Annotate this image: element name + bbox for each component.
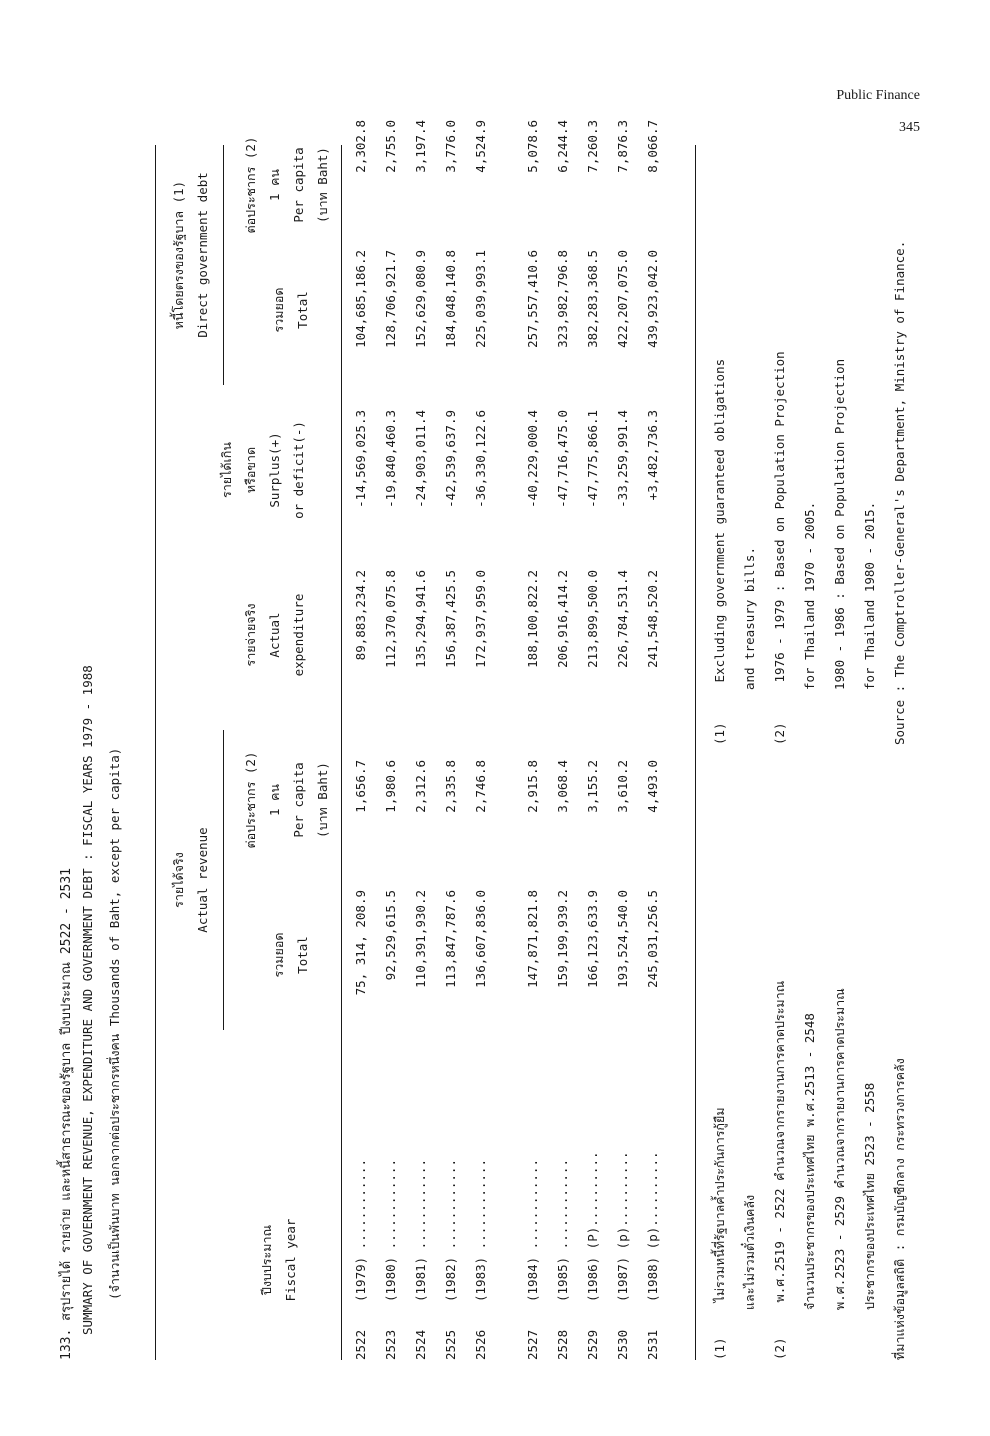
year-be: 2524	[413, 1329, 428, 1360]
cell-exp: 213,899,500.0	[585, 570, 600, 668]
note-en-2-mark: (2)	[772, 722, 787, 745]
cell-surplus: +3,482,736.3	[645, 410, 660, 501]
cell-debt-pc: 7,260.3	[585, 120, 600, 173]
header-surplus-1: Surplus(+)	[267, 432, 282, 508]
table-row	[525, 110, 549, 1360]
year-ce: (1981) ............	[413, 1159, 428, 1302]
header-rev-total-en: Total	[295, 936, 310, 974]
cell-rev-total: 92,529,615.5	[383, 890, 398, 981]
year-be: 2530	[615, 1329, 630, 1360]
note-en-2-line3: 1980 - 1986 : Based on Population Projection	[832, 358, 847, 690]
cell-rev-total: 136,607,836.0	[473, 890, 488, 988]
cell-rev-pc: 2,915.8	[525, 760, 540, 813]
cell-exp: 172,937,959.0	[473, 570, 488, 668]
table-row	[443, 110, 467, 1360]
cell-rev-pc: 2,335.8	[443, 760, 458, 813]
notes-english	[705, 241, 915, 745]
header-fiscal-year-thai: ปีงบประมาณ	[259, 1224, 274, 1296]
note-thai-2-line4: ประชากรของประเทศไทย 2523 - 2558	[862, 1082, 877, 1310]
note-en-1-mark: (1)	[712, 722, 727, 745]
cell-rev-pc: 1,656.7	[353, 760, 368, 813]
note-thai-1	[705, 981, 735, 1360]
cell-surplus: -36,330,122.6	[473, 410, 488, 508]
cell-rev-pc: 1,980.6	[383, 760, 398, 813]
header-rev-pc-2: Per capita	[291, 762, 306, 838]
bottom-rule	[695, 145, 696, 1360]
year-be: 2528	[555, 1329, 570, 1360]
note-en-2-line1: 1976 - 1979 : Based on Population Projection	[772, 351, 787, 683]
cell-rev-pc: 3,610.2	[615, 760, 630, 813]
table-row	[473, 110, 497, 1360]
cell-surplus: -19,840,460.3	[383, 410, 398, 508]
cell-rev-total: 75, 314, 208.9	[353, 890, 368, 996]
cell-exp: 135,294,941.6	[413, 570, 428, 668]
note-en-1-line1: Excluding government guaranteed obligations	[712, 358, 727, 683]
note-en-1	[705, 241, 735, 745]
cell-debt-pc: 6,244.4	[555, 120, 570, 173]
note-en-2	[765, 241, 795, 745]
year-be: 2523	[383, 1329, 398, 1360]
cell-rev-total: 166,123,633.9	[585, 890, 600, 988]
header-debt-pc-1: 1 คน	[267, 169, 282, 201]
header-debt-total-en: Total	[295, 291, 310, 329]
cell-exp: 188,100,822.2	[525, 570, 540, 668]
section-title: Public Finance	[836, 88, 920, 103]
note-thai-1-line2: และไม่รวมตั๋วเงินคลัง	[742, 1194, 757, 1310]
source-english: Source : The Comptroller-General's Department, Ministry of Finance.	[892, 240, 907, 745]
header-debt-en: Direct government debt	[195, 172, 210, 338]
cell-rev-total: 113,847,787.6	[443, 890, 458, 988]
note-thai-2-line3: พ.ศ.2523 - 2529 คำนวณจากรายงานการคาดประมาณ	[832, 988, 847, 1310]
table-row	[353, 110, 377, 1360]
table-row	[645, 110, 669, 1360]
year-ce: (1984) ............	[525, 1159, 540, 1302]
cell-debt-pc: 7,876.3	[615, 120, 630, 173]
header-debt-pc-2: Per capita	[291, 147, 306, 223]
cell-debt-total: 323,982,796.8	[555, 250, 570, 348]
note-thai-2	[765, 981, 795, 1360]
header-rev-pc-thai: ต่อประชากร (2)	[243, 751, 258, 849]
cell-surplus: -24,903,011.4	[413, 410, 428, 508]
page-number: 345	[899, 120, 920, 135]
cell-debt-pc: 2,755.0	[383, 120, 398, 173]
cell-debt-pc: 8,066.7	[645, 120, 660, 173]
top-rule	[155, 145, 156, 1360]
header-fiscal-year-en: Fiscal year	[283, 1218, 298, 1302]
year-be: 2526	[473, 1329, 488, 1360]
cell-debt-total: 184,048,140.8	[443, 250, 458, 348]
cell-exp: 156,387,425.5	[443, 570, 458, 668]
cell-surplus: -33,259,991.4	[615, 410, 630, 508]
revenue-group-rule	[223, 730, 224, 1030]
cell-exp: 112,370,075.8	[383, 570, 398, 668]
note-thai-2-line2: จำนวนประชากรของประเทศไทย พ.ศ.2513 - 2548	[802, 1013, 817, 1310]
table-units-note: (จำนวนเป็นพันบาท นอกจากต่อประชากรหนึ่งคน Thousands of Baht, except per capita)	[107, 747, 122, 1300]
cell-exp: 89,883,234.2	[353, 570, 368, 661]
cell-surplus: -47,716,475.0	[555, 410, 570, 508]
note-thai-2-mark: (2)	[772, 1337, 787, 1360]
cell-debt-total: 382,283,368.5	[585, 250, 600, 348]
header-surplus-thai-2: หรือขาด	[243, 446, 258, 494]
year-ce: (1985) ............	[555, 1159, 570, 1302]
year-be: 2522	[353, 1329, 368, 1360]
header-rev-pc-1: 1 คน	[267, 784, 282, 816]
year-be: 2527	[525, 1329, 540, 1360]
cell-debt-pc: 2,302.8	[353, 120, 368, 173]
note-thai-1-mark: (1)	[712, 1337, 727, 1360]
cell-rev-pc: 3,068.4	[555, 760, 570, 813]
year-ce: (1986) (P)..........	[585, 1151, 600, 1302]
cell-exp: 206,916,414.2	[555, 570, 570, 668]
header-rule	[341, 145, 342, 1360]
cell-debt-pc: 3,776.0	[443, 120, 458, 173]
cell-rev-pc: 3,155.2	[585, 760, 600, 813]
header-exp-1: Actual	[267, 612, 282, 658]
cell-debt-total: 422,207,075.0	[615, 250, 630, 348]
header-rev-pc-3: (บาท Baht)	[315, 762, 330, 838]
header-debt-thai: หนี้โดยตรงของรัฐบาล (1)	[171, 180, 186, 330]
header-rev-total-thai: รวมยอด	[271, 932, 286, 978]
cell-rev-pc: 2,312.6	[413, 760, 428, 813]
header-debt-total-thai: รวมยอด	[271, 287, 286, 333]
table-row	[383, 110, 407, 1360]
header-debt-pc-3: (บาท Baht)	[315, 147, 330, 223]
note-en-2-line4: for Thailand 1980 - 2015.	[862, 501, 877, 690]
header-exp-thai: รายจ่ายจริง	[243, 603, 258, 667]
cell-rev-total: 110,391,930.2	[413, 890, 428, 988]
table-title-english: SUMMARY OF GOVERNMENT REVENUE, EXPENDITURE AND GOVERNMENT DEBT : FISCAL YEARS 1979 - 1988	[80, 665, 95, 1335]
header-revenue-en: Actual revenue	[195, 827, 210, 933]
cell-exp: 241,548,520.2	[645, 570, 660, 668]
note-en-1-line2: and treasury bills.	[742, 547, 757, 690]
cell-surplus: -47,775,866.1	[585, 410, 600, 508]
rotated-table-page	[55, 90, 935, 1360]
source-thai: ที่มาแห่งข้อมูลสถิติ : กรมบัญชีกลาง กระทรวงการคลัง	[892, 1058, 907, 1360]
debt-group-rule	[223, 145, 224, 385]
cell-debt-total: 439,923,042.0	[645, 250, 660, 348]
year-ce: (1987) (p)..........	[615, 1151, 630, 1302]
cell-rev-pc: 4,493.0	[645, 760, 660, 813]
cell-debt-pc: 5,078.6	[525, 120, 540, 173]
year-ce: (1988) (p)..........	[645, 1151, 660, 1302]
year-be: 2531	[645, 1329, 660, 1360]
cell-debt-total: 225,039,993.1	[473, 250, 488, 348]
cell-rev-total: 147,871,821.8	[525, 890, 540, 988]
header-debt-pc-thai: ต่อประชากร (2)	[243, 136, 258, 234]
notes-thai	[705, 981, 915, 1360]
cell-rev-pc: 2,746.8	[473, 760, 488, 813]
cell-debt-total: 152,629,080.9	[413, 250, 428, 348]
cell-surplus: -42,539,637.9	[443, 410, 458, 508]
note-en-2-line2: for Thailand 1970 - 2005.	[802, 501, 817, 690]
year-ce: (1980) ............	[383, 1159, 398, 1302]
table-row	[555, 110, 579, 1360]
note-thai-2-line1: พ.ศ.2519 - 2522 คำนวณจากรายงานการคาดประมาณ	[772, 980, 787, 1303]
cell-surplus: -14,569,025.3	[353, 410, 368, 508]
year-ce: (1982) ............	[443, 1159, 458, 1302]
cell-debt-total: 257,557,410.6	[525, 250, 540, 348]
note-thai-1-line1: ไม่รวมหนี้ที่รัฐบาลค้ำประกันการกู้ยืม	[712, 1107, 727, 1303]
year-ce: (1979) ............	[353, 1159, 368, 1302]
table-row	[585, 110, 609, 1360]
cell-exp: 226,784,531.4	[615, 570, 630, 668]
header-surplus-thai-1: รายได้เกิน	[219, 442, 234, 498]
cell-rev-total: 245,031,256.5	[645, 890, 660, 988]
header-exp-2: expenditure	[291, 593, 306, 677]
cell-surplus: -40,229,000.4	[525, 410, 540, 508]
year-ce: (1983) ............	[473, 1159, 488, 1302]
header-surplus-2: or deficit(-)	[291, 421, 306, 519]
cell-rev-total: 193,524,540.0	[615, 890, 630, 988]
cell-debt-pc: 4,524.9	[473, 120, 488, 173]
cell-debt-pc: 3,197.4	[413, 120, 428, 173]
table-title-thai: 133. สรุปรายได้ รายจ่าย และหนี้สาธารณะของรัฐบาล ปีงบประมาณ 2522 - 2531	[59, 867, 74, 1360]
cell-debt-total: 104,685,186.2	[353, 250, 368, 348]
table-row	[615, 110, 639, 1360]
header-revenue-thai: รายได้จริง	[171, 852, 186, 908]
table-row	[413, 110, 437, 1360]
year-be: 2529	[585, 1329, 600, 1360]
year-be: 2525	[443, 1329, 458, 1360]
cell-debt-total: 128,706,921.7	[383, 250, 398, 348]
cell-rev-total: 159,199,939.2	[555, 890, 570, 988]
